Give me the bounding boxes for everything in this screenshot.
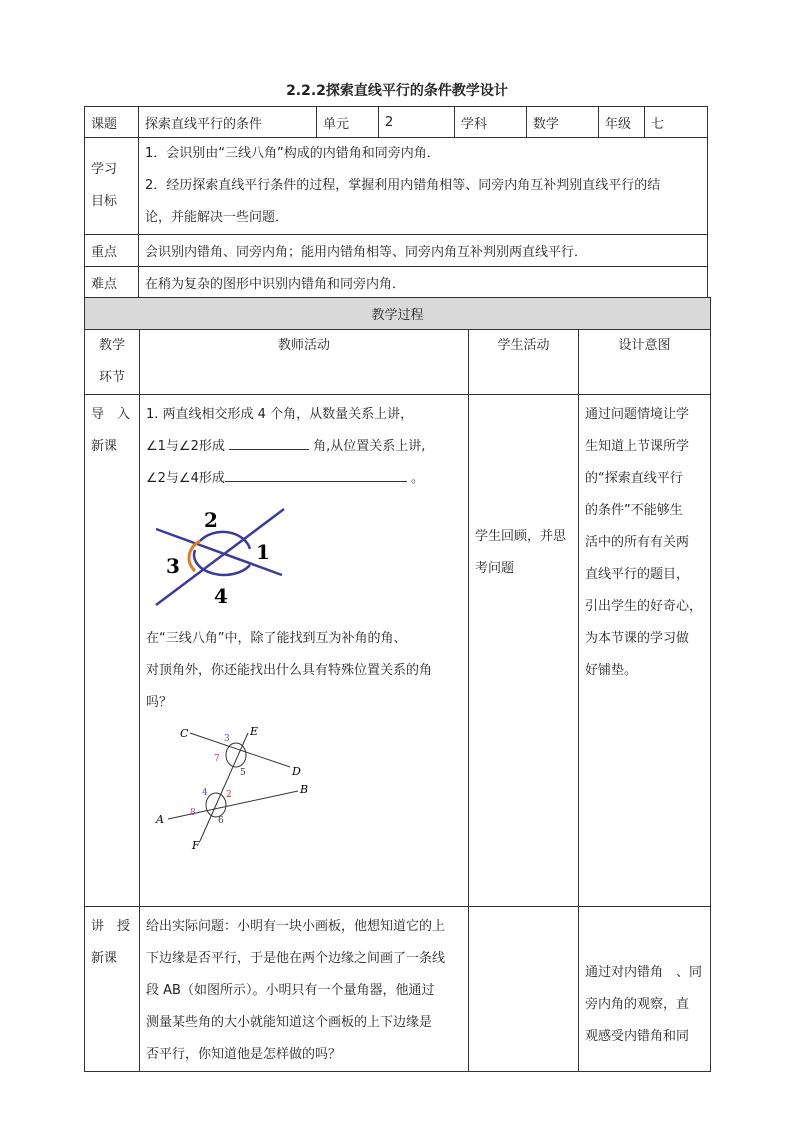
intro-paragraph: 在“三线八角”中，除了能找到互为补角的角、 对顶角外，你还能找出什么具有特殊位置关系的角 吗？ [146,631,433,710]
col-student: 学生活动 [469,330,579,395]
answer-blank-1[interactable] [229,435,309,450]
key-points-text: 会识别内错角、同旁内角；能用内错角相等、同旁内角互补判别两直线平行． [139,235,708,267]
label-C: C [180,727,189,740]
label-B: B [300,783,309,796]
lecture-teacher: 给出实际问题：小明有一块小画板，他想知道它的上 下边缘是否平行，于是他在两个边缘之间画了一条线 段 AB（如图所示）。小明只有一个量角器，他通过 测量某些角的大小就能知道这个画板的上下边缘是 否平行，你知道他是怎样做的吗？ [140,907,469,1072]
angle-8: 8 [190,808,196,818]
goal-2a: 2．经历探索直线平行条件的过程，掌握利用内错角相等、同旁内角互补判别直线平行的结 [145,178,661,193]
difficulty-text: 在稍为复杂的图形中识别内错角和同旁内角． [139,267,708,299]
col-teacher: 教师活动 [140,330,469,395]
label-A: A [156,813,164,826]
label-E: E [250,725,259,738]
angle-3: 3 [224,734,230,744]
answer-blank-2[interactable] [225,467,407,482]
subject-label: 学科 [455,107,527,138]
goal-1: 1．会识别由“三线八角”构成的内错角和同旁内角． [145,146,440,161]
key-points-label: 重点 [85,235,139,267]
col-design: 设计意图 [579,330,711,395]
intro-question-line2: ∠1与∠2形成 角,从位置关系上讲, [146,431,462,463]
lecture-stage: 讲 授 新课 [85,907,140,1072]
grade-label: 年级 [599,107,645,138]
intro-question-line1: 1. 两直线相交形成 4 个角，从数量关系上讲， [146,407,414,422]
upper-intersection-circle [226,743,246,767]
line-ef [200,733,248,841]
process-table [84,297,711,1072]
intro-stage: 导 入 新课 [85,395,140,907]
info-table [84,106,708,299]
figure1-label-3: 3 [166,554,180,578]
figure1-label-4: 4 [214,584,228,608]
intro-design: 通过问题情境让学 生知道上节课所学 的“探索直线平行 的条件”不能够生 活中的所有有关两 直线平行的题目， 引出学生的好奇心， 为本节课的学习做 好铺垫。 [579,395,711,907]
lecture-student [469,907,579,1072]
goals-label: 学习 目标 [85,138,139,235]
difficulty-label: 难点 [85,267,139,299]
grade-value: 七 [645,107,708,138]
figure1-label-2: 2 [204,508,218,532]
unit-value: 2 [379,107,455,138]
topic-label: 课题 [85,107,139,138]
intro-teacher [140,395,469,907]
process-heading: 教学过程 [85,298,711,330]
label-D: D [292,765,301,778]
topic-value: 探索直线平行的条件 [139,107,317,138]
col-stage: 教学 环节 [85,330,140,395]
angle-7: 7 [214,754,220,764]
line-ab [168,791,298,819]
three-lines-eight-angles-figure [150,725,320,850]
angle-2: 2 [226,790,232,800]
intersecting-lines-figure [150,501,300,613]
label-F: F [192,839,200,850]
figure1-label-1: 1 [256,540,270,564]
angle-6: 6 [218,816,224,826]
angle-5: 5 [240,768,246,778]
angle-4: 4 [202,788,208,798]
intro-student: 学生回顾，并思 考问题 [469,395,579,907]
subject-value: 数学 [527,107,599,138]
unit-label: 单元 [317,107,379,138]
intro-question-line3: ∠2与∠4形成 。 [146,463,462,495]
lecture-design: 通过对内错角 、同 旁内角的观察，直 观感受内错角和同 [579,907,711,1072]
goal-2b: 论，并能解决一些问题． [145,210,289,225]
goals-content [139,138,708,235]
document-title: 2.2.2探索直线平行的条件教学设计 [286,83,508,99]
